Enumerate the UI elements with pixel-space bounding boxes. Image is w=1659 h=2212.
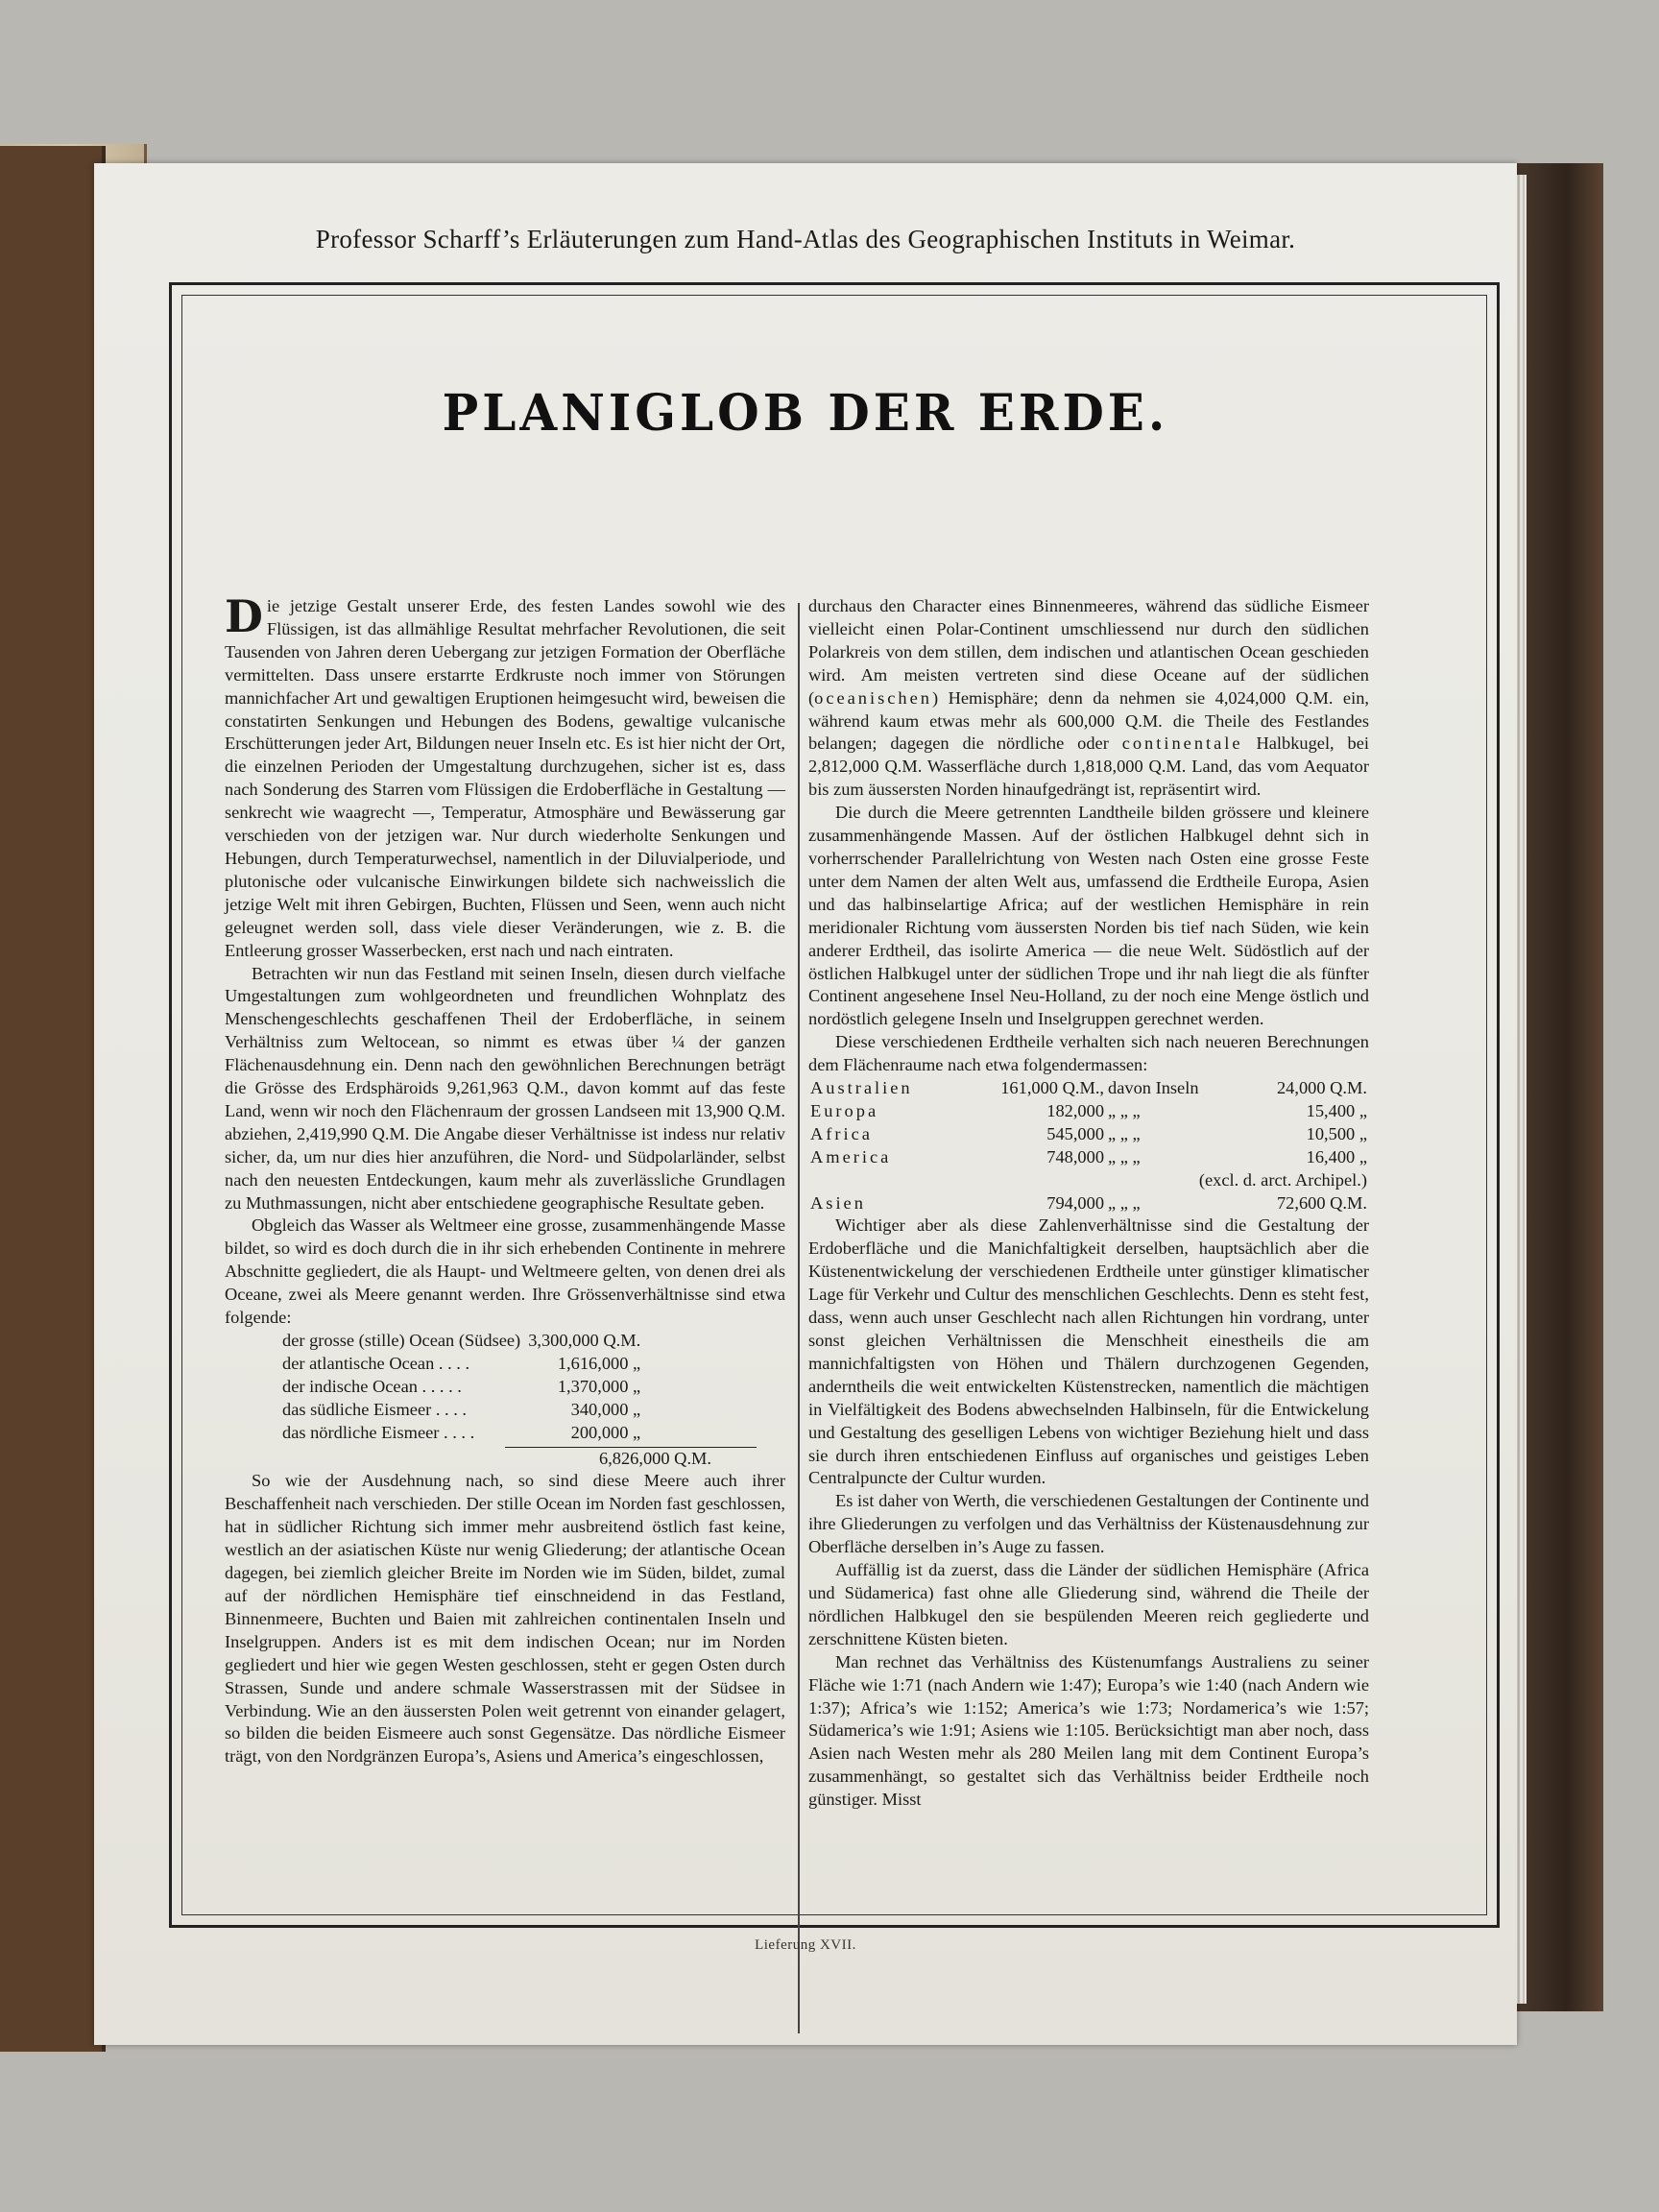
- spaced-term: oceanischen: [814, 687, 932, 708]
- ocean-value: 1,616,000 „: [557, 1353, 641, 1373]
- continent-name: Australien: [810, 1078, 913, 1098]
- table-row: [278, 1330, 644, 1353]
- signature-line: Lieferung XVII.: [755, 1937, 856, 1953]
- drop-cap: D: [225, 590, 263, 642]
- paragraph-7: Man rechnet das Verhältniss des Küstenumfangs Australiens zu seiner Fläche wie 1:71 (nach Andern wie 1:47); Europa’s wie 1:40 (nach Andern wie 1:37); Africa’s wie 1:152; America’s wie 1:73; Nordamerica’s wie 1:57; Südamerica’s wie 1:91; Asiens wie 1:105. Berücksichtigt man aber noch, dass Asien nach Westen mehr als 280 Meilen lang mit dem Continent Europa’s zusammenhängt, so gestaltet sich das Verhältniss beider Erdtheile noch günstiger. Misst: [808, 1651, 1369, 1810]
- left-column: [225, 590, 785, 1768]
- ocean-value: 340,000 „: [570, 1399, 641, 1419]
- continent-name: America: [810, 1146, 892, 1166]
- ocean-name: das nördliche Eismeer . . . .: [282, 1422, 475, 1442]
- continent-name: Europa: [810, 1100, 879, 1120]
- paragraph-3: Obgleich das Wasser als Weltmeer eine grosse, zusammenhängende Masse bildet, so wird es doch durch die in ihr sich erhebenden Continente in mehrere Abschnitte gegliedert, die als Haupt- und Weltmeere gelten, von denen drei als Oceane, zwei als Meere genannt werden. Ihre Grössenverhältnisse sind etwa folgende:: [225, 1215, 785, 1328]
- ocean-value: 3,300,000 Q.M.: [528, 1331, 641, 1350]
- continent-name: Asien: [810, 1192, 866, 1213]
- ocean-name: das südliche Eismeer . . . .: [282, 1399, 468, 1419]
- ocean-total: 6,826,000 Q.M.: [599, 1448, 711, 1468]
- ocean-value: 200,000 „: [570, 1422, 641, 1442]
- table-row: Europa 182,000 „ „ „ 15,400 „: [808, 1100, 1369, 1123]
- paragraph-3: Diese verschiedenen Erdtheile verhalten sich nach neueren Berechnungen dem Flächenraume nach etwa folgendermassen:: [808, 1032, 1369, 1075]
- continent-table: [808, 1077, 1369, 1214]
- left-book-cover: [0, 146, 106, 2052]
- paragraph-1: Die jetzige Gestalt unserer Erde, des festen Landes sowohl wie des Flüssigen, ist das allmählige Resultat mehrfacher Revolutionen, die seit Tausenden von Jahren deren Uebergang zur jetzigen Formation der Oberfläche vermittelten. Dass unsere erstarrte Erdkruste noch immer von Störungen mannichfacher Art und gewaltigen Eruptionen heimgesucht wird, beweisen die constatirten Senkungen und Hebungen des Bodens, gewaltige vulcanische Erschütterungen jeder Art, Bildungen neuer Inseln etc. Es ist hier nicht der Ort, die einzelnen Perioden der Umgestaltung durchzugehen, sicher ist es, dass nach Sonderung des Starren vom Flüssigen die Erdoberfläche in Gestaltung — senkrecht wie waagrecht —, Temperatur, Atmosphäre und Bewässerung gar verschieden von der jetzigen war. Nur durch wiederholte Senkungen und Hebungen, durch Temperaturwechsel, namentlich in der Diluvialperiode, und plutonische oder vulcanische Einwirkungen bildete sich nachweisslich die jetzige Welt mit ihren Gebirgen, Buchten, Flüssen und Seen, wenn auch nicht geleugnet werden soll, dass viele dieser Veränderungen, wie z. B. die Entleerung grosser Wasserbecken, erst nach und nach eintraten.: [225, 590, 785, 960]
- table-row: [808, 1169, 1369, 1192]
- page-title: PLANIGLOB DER ERDE.: [442, 382, 1169, 443]
- table-row: Australien 161,000 Q.M., davon Inseln 24,000 Q.M.: [808, 1077, 1369, 1100]
- paragraph-6: Auffällig ist da zuerst, dass die Länder der südlichen Hemisphäre (Africa und Südamerica) fast ohne alle Gliederung sind, während die Theile der nördlichen Halbkugel den sie bespülenden Meeren reich gegliederte und zerschnittene Küsten bieten.: [808, 1560, 1369, 1648]
- paragraph-5: Es ist daher von Werth, die verschiedenen Gestaltungen der Continente und ihre Gliederungen zu verfolgen und das Verhältniss der Küstenausdehnung zur Oberfläche derselben in’s Auge zu fassen.: [808, 1491, 1369, 1557]
- table-row: Africa 545,000 „ „ „ 10,500 „: [808, 1123, 1369, 1146]
- america-note: (excl. d. arct. Archipel.): [1198, 1169, 1367, 1190]
- paragraph-4: Wichtiger aber als diese Zahlenverhältnisse sind die Gestaltung der Erdoberfläche und die Manichfaltigkeit derselben, hauptsächlich aber die Küstenentwickelung der verschiedenen Erdtheile unter günstiger klimatischer Lage für Verkehr und Cultur des menschlichen Geschlechts. Denn es steht fest, dass, wenn auch unser Geschlecht nach allen Richtungen hin vordrang, unter sonst gleichen Verhältnissen die Menschheit einestheils die am mannichfaltigsten von Höhen und Thälern durchzogenen Gegenden, anderntheils die weit entwickelten Küstenstrecken, namentlich die mächtigen in Vielfältigkeit des Bodens abwechselnden Halbinseln, für die Entwickelung und Gestaltung des geselligen Lebens von wichtiger Beziehung hielt und dass sie durch ihren entschiedenen Einfluss auf organisches und geistiges Leben Centralpuncte der Cultur wurden.: [808, 1215, 1369, 1488]
- spaced-term: continentale: [1121, 733, 1243, 754]
- table-row: Asien 794,000 „ „ „ 72,600 Q.M.: [808, 1192, 1369, 1215]
- ocean-name: der grosse (stille) Ocean (Südsee): [282, 1331, 521, 1350]
- table-row: [278, 1399, 644, 1422]
- running-head: Professor Scharff’s Erläuterungen zum Hand-Atlas des Geographischen Instituts in Weimar.: [315, 225, 1296, 253]
- table-row: [278, 1422, 644, 1445]
- paragraph-4: So wie der Ausdehnung nach, so sind diese Meere auch ihrer Beschaffenheit nach verschieden. Der stille Ocean im Norden fast geschlossen, hat in südlicher Richtung sich immer mehr ausbreitend östlich fast keine, westlich an der asiatischen Küste nur wenig Gliederung; der atlantische Ocean dagegen, bei ziemlich gleicher Breite im Norden wie im Süden, bildet, zumal auf der nördlichen Hemisphäre tief einschneidend in das Festland, Binnenmeere, Buchten und Baien mit zahlreichen continentalen Inseln und Inselgruppen. Anders ist es mit dem indischen Ocean; nur im Norden gegliedert und hier wie gegen Westen geschlossen, steht er gegen Osten durch Strassen, Sunde und andere schmale Wasserstrassen mit der Südsee in Verbindung. Wie an den äussersten Polen weit getrennt von einander gelagert, so bilden die beiden Eismeere auch sonst Gegensätze. Das nördliche Eismeer trägt, von den Nordgränzen Europa’s, Asiens und America’s eingeschlossen,: [225, 1471, 785, 1767]
- paragraph-2: Die durch die Meere getrennten Landtheile bilden grössere und kleinere zusammenhängende Massen. Auf der östlichen Halbkugel dehnt sich in vorherrschender Parallelrichtung von Westen nach Osten eine grosse Feste unter dem Namen der alten Welt aus, umfassend die Erdtheile Europa, Asien und das halbinselartige Africa; auf der westlichen Hemisphäre in rein meridionaler Richtung vom äussersten Norden bis tief nach Süden, wie kein anderer Erdtheil, das isolirte America — die neue Welt. Südöstlich auf der östlichen Halbkugel unter der südlichen Trope und ihr nah liegt die als fünfter Continent angesehene Insel Neu-Holland, zu der noch eine Menge östlich und nordöstlich gelegene Inseln und Inselgruppen gerechnet werden.: [808, 803, 1369, 1029]
- right-column: [808, 595, 1369, 1812]
- table-row: [278, 1353, 644, 1376]
- column-divider: [798, 603, 800, 2033]
- ocean-value: 1,370,000 „: [557, 1376, 641, 1396]
- ocean-table: [278, 1330, 644, 1445]
- paragraph-2: Betrachten wir nun das Festland mit seinen Inseln, diesen durch vielfache Umgestaltungen zum wohlgeordneten und freundlichen Wohnplatz des Menschengeschlechts geschaffenen Theil der Erdoberfläche, in seinem Verhältniss zum Weltocean, so nimmt es etwas über ¼ der ganzen Flächenausdehnung ein. Denn nach den gewöhnlichen Berechnungen beträgt die Grösse des Erdsphäroids 9,261,963 Q.M., davon kommt auf das feste Land, wenn wir noch den Flächenraum der grossen Landseen mit 13,900 Q.M. abziehen, 2,419,990 Q.M. Die Angabe dieser Verhältnisse ist indess nur relativ sicher, da, um nur dies hier anzuführen, die Nord- und Südpolarländer, selbst nach den neuesten Entdeckungen, kaum mehr als zuverlässliche Grundlagen zu Muthmassungen, nicht aber entschiedene geographische Resultate geben.: [225, 963, 785, 1213]
- table-row: [278, 1376, 644, 1399]
- paragraph-1: durchaus den Character eines Binnenmeeres, während das südliche Eismeer vielleicht einen Polar-Continent umschliessend nur durch den südlichen Polarkreis von dem stillen, dem indischen und atlantischen Ocean geschieden wird. Am meisten vertreten sind diese Oceane auf der südlichen (oceanischen) Hemisphäre; denn da nehmen sie 4,024,000 Q.M. ein, während kaum etwas mehr als 600,000 Q.M. die Theile des Festlandes belangen; dagegen die nördliche oder continentale Halbkugel, bei 2,812,000 Q.M. Wasserfläche durch 1,818,000 Q.M. Land, das vom Aequator bis zum äussersten Norden hinaufgedrängt ist, repräsentirt wird.: [808, 596, 1369, 800]
- atlas-page: [94, 163, 1517, 2045]
- ocean-name: der indische Ocean . . . . .: [282, 1376, 462, 1396]
- table-row: America 748,000 „ „ „ 16,400 „: [808, 1146, 1369, 1169]
- ocean-name: der atlantische Ocean . . . .: [282, 1353, 470, 1373]
- continent-name: Africa: [810, 1123, 873, 1143]
